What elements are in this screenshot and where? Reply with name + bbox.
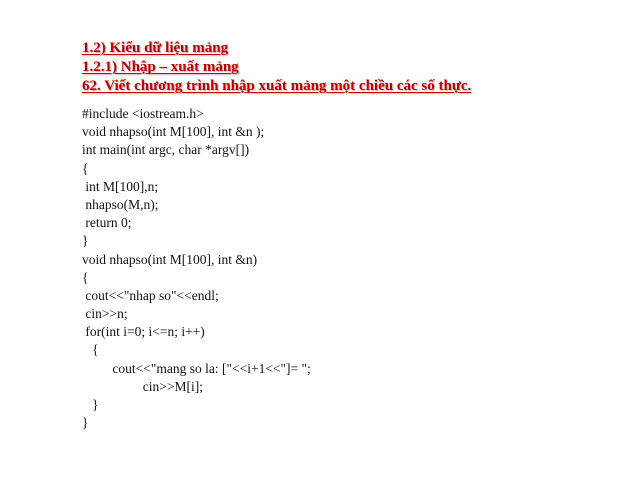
code-line: cout<<"nhap so"<<endl;	[82, 287, 219, 303]
code-line: nhapso(M,n);	[82, 196, 159, 212]
subsection-title: 1.2.1) Nhập – xuất mảng	[82, 59, 239, 75]
code-line: cin>>n;	[82, 306, 128, 322]
code-line: #include <iostream.h>	[82, 106, 204, 121]
code-line: }	[82, 233, 89, 249]
code-line: int main(int argc, char *argv[])	[82, 142, 250, 158]
code-line: }	[82, 397, 99, 412]
code-line: for(int i=0; i<=n; i++)	[82, 324, 205, 340]
heading-block	[82, 39, 622, 96]
code-line: int M[100],n;	[82, 178, 159, 194]
code-line: return 0;	[82, 215, 132, 231]
code-line: void nhapso(int M[100], int &n)	[82, 251, 258, 267]
code-line: cin>>M[i];	[82, 378, 203, 394]
code-line: void nhapso(int M[100], int &n );	[82, 124, 265, 140]
code-block	[82, 105, 622, 432]
code-line: cout<<"mang so la: ["<<i+1<<"]= ";	[82, 360, 311, 376]
code-line: }	[82, 415, 89, 431]
exercise-title: 62. Viết chương trình nhập xuất mảng một chiều các số thực.	[82, 78, 472, 94]
code-line: {	[82, 342, 99, 358]
code-line: {	[82, 269, 89, 285]
code-line: {	[82, 160, 89, 176]
section-title: 1.2) Kiểu dữ liệu mảng	[82, 40, 229, 56]
